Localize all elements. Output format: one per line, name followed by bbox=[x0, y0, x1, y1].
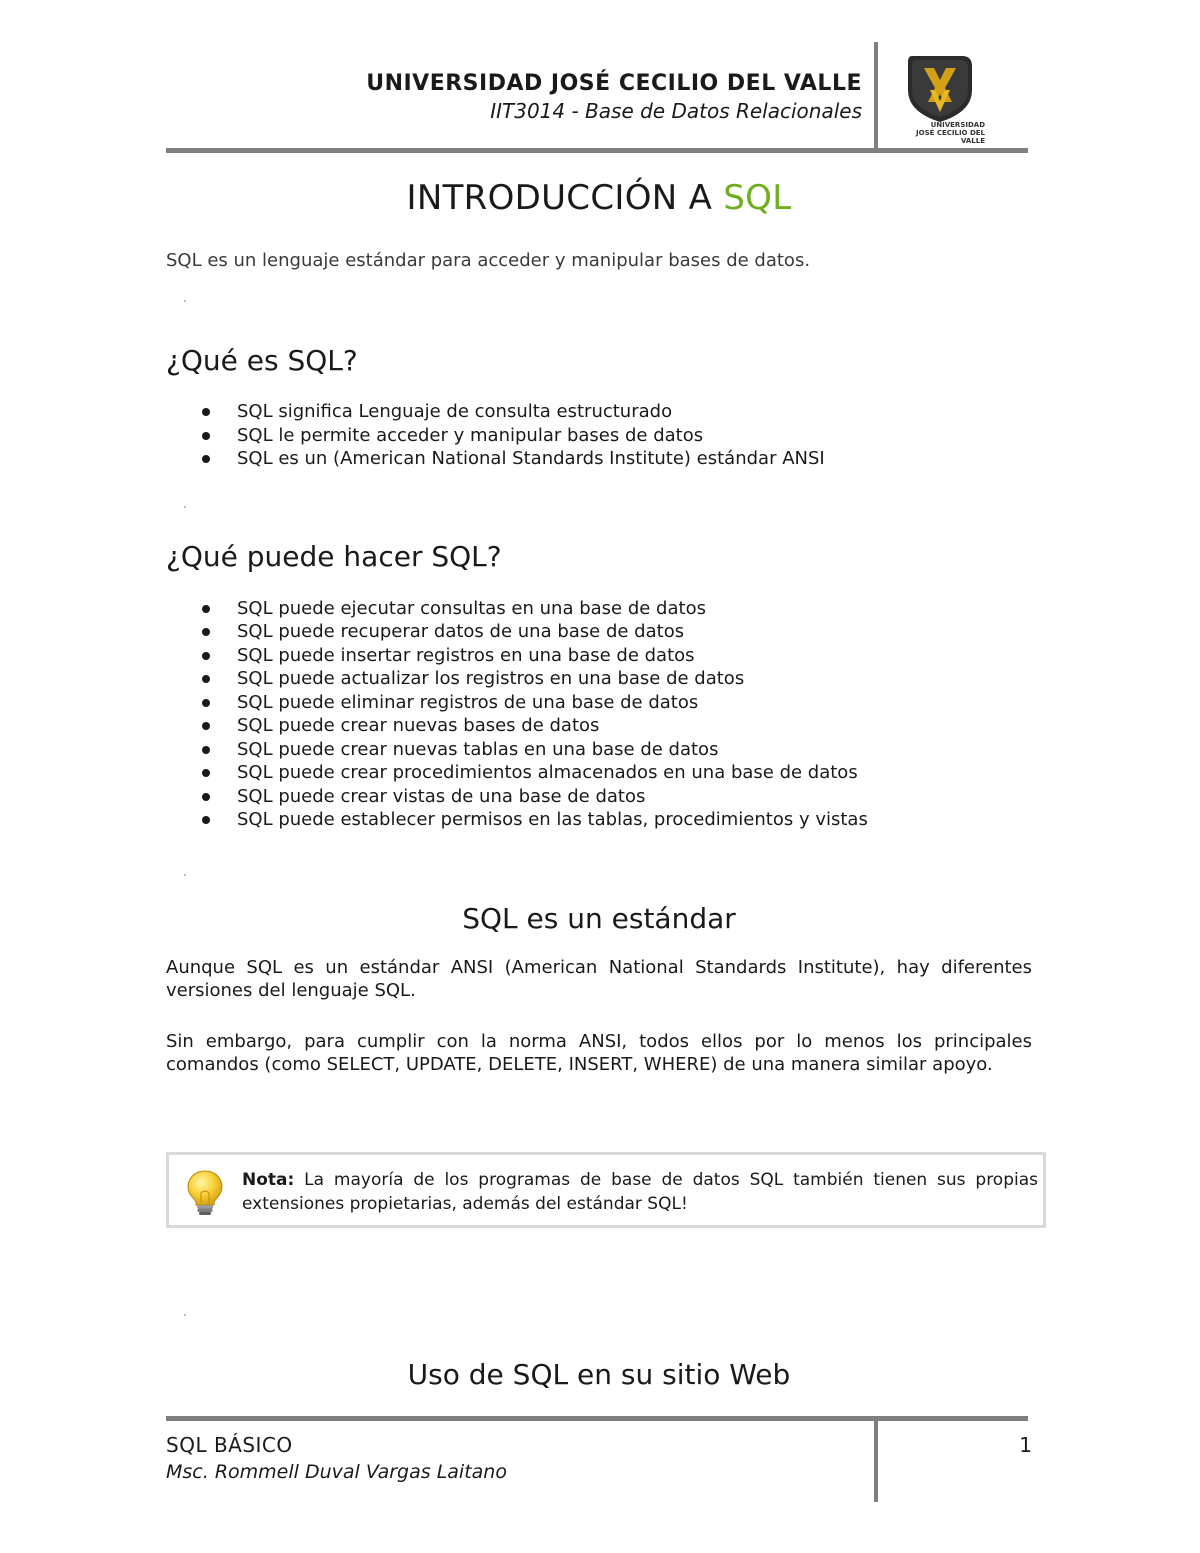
list-item-text: SQL puede ejecutar consultas en una base de datos bbox=[237, 597, 706, 619]
note-body: La mayoría de los programas de base de datos SQL también tienen sus propias extensiones propietarias, además del estándar SQL! bbox=[242, 1170, 1038, 1214]
footer-course-name: SQL BÁSICO bbox=[166, 1433, 293, 1457]
title-prefix: INTRODUCCIÓN A bbox=[406, 178, 724, 218]
bullet-icon bbox=[202, 652, 210, 660]
list-item bbox=[166, 785, 1032, 809]
intro-paragraph: SQL es un lenguaje estándar para acceder y manipular bases de datos. bbox=[166, 250, 811, 271]
note-callout bbox=[166, 1152, 1046, 1228]
section-heading-what-is-sql: ¿Qué es SQL? bbox=[166, 344, 358, 377]
what-is-sql-list bbox=[166, 400, 1032, 471]
page-header bbox=[166, 60, 862, 124]
logo-caption-line-1: UNIVERSIDAD bbox=[930, 121, 985, 129]
list-item bbox=[166, 714, 1032, 738]
standard-paragraph-2: Sin embargo, para cumplir con la norma ANSI, todos ellos por lo menos los principales comandos (como SELECT, UPDATE, DELETE, INSERT, WHERE) de una manera similar apoyo. bbox=[166, 1030, 1032, 1075]
paragraph-mark bbox=[184, 874, 186, 876]
list-item-text: SQL puede crear vistas de una base de datos bbox=[237, 785, 646, 807]
list-item-text: SQL puede establecer permisos en las tablas, procedimientos y vistas bbox=[237, 809, 868, 830]
bullet-icon bbox=[202, 628, 210, 636]
document-title bbox=[166, 170, 1032, 226]
list-item-text: SQL puede recuperar datos de una base de datos bbox=[237, 621, 685, 642]
list-item-text: SQL puede crear nuevas bases de datos bbox=[237, 715, 600, 736]
list-item-text: SQL puede insertar registros en una base de datos bbox=[237, 644, 695, 666]
bullet-icon bbox=[202, 746, 210, 754]
list-item bbox=[166, 761, 1032, 785]
section-heading-sql-on-website: Uso de SQL en su sitio Web bbox=[407, 1358, 791, 1391]
note-label: Nota: bbox=[242, 1170, 295, 1190]
bullet-icon bbox=[202, 408, 210, 416]
lightbulb-icon bbox=[185, 1169, 225, 1217]
logo-caption bbox=[890, 121, 985, 145]
list-item bbox=[166, 644, 1032, 668]
logo-caption-line-2: JOSÉ CECILIO DEL VALLE bbox=[916, 129, 985, 145]
bullet-icon bbox=[202, 816, 210, 824]
list-item-text: SQL significa Lenguaje de consulta estructurado bbox=[237, 401, 673, 422]
list-item bbox=[166, 447, 1032, 471]
footer-divider-horizontal bbox=[166, 1416, 1028, 1421]
header-divider-vertical bbox=[874, 42, 878, 150]
list-item bbox=[166, 667, 1032, 691]
footer-author: Msc. Rommell Duval Vargas Laitano bbox=[166, 1461, 507, 1483]
paragraph-mark bbox=[184, 1314, 186, 1316]
standard-paragraph-1: Aunque SQL es un estándar ANSI (American National Standards Institute), hay diferentes versiones del lenguaje SQL. bbox=[166, 956, 1032, 1001]
bullet-icon bbox=[202, 455, 210, 463]
page-number: 1 bbox=[1019, 1433, 1032, 1457]
list-item bbox=[166, 400, 1032, 424]
bullet-icon bbox=[202, 722, 210, 730]
list-item-text: SQL es un (American National Standards Institute) estándar ANSI bbox=[237, 448, 825, 469]
list-item-text: SQL puede eliminar registros de una base de datos bbox=[237, 691, 699, 713]
section-heading-what-can-sql-do: ¿Qué puede hacer SQL? bbox=[166, 539, 502, 573]
paragraph-mark bbox=[184, 506, 186, 508]
list-item-text: SQL puede crear procedimientos almacenados en una base de datos bbox=[237, 762, 858, 783]
header-divider-horizontal bbox=[166, 148, 1028, 153]
university-name: UNIVERSIDAD JOSÉ CECILIO DEL VALLE bbox=[366, 71, 862, 96]
list-item-text: SQL puede actualizar los registros en una base de datos bbox=[237, 668, 745, 689]
title-accent: SQL bbox=[723, 178, 792, 218]
bullet-icon bbox=[202, 769, 210, 777]
list-item bbox=[166, 808, 1032, 832]
list-item bbox=[166, 691, 1032, 715]
list-item bbox=[166, 597, 1032, 621]
list-item-text: SQL puede crear nuevas tablas en una base de datos bbox=[237, 738, 719, 760]
bullet-icon bbox=[202, 675, 210, 683]
bullet-icon bbox=[202, 793, 210, 801]
list-item bbox=[166, 620, 1032, 644]
paragraph-mark bbox=[184, 300, 186, 302]
bullet-icon bbox=[202, 699, 210, 707]
list-item-text: SQL le permite acceder y manipular bases de datos bbox=[237, 424, 704, 446]
document-body bbox=[166, 170, 1032, 1077]
bullet-icon bbox=[202, 432, 210, 440]
course-subtitle: IIT3014 - Base de Datos Relacionales bbox=[490, 99, 862, 123]
what-can-sql-do-list bbox=[166, 597, 1032, 832]
bullet-icon bbox=[202, 605, 210, 613]
footer-divider-vertical bbox=[874, 1416, 878, 1502]
note-text bbox=[242, 1169, 1038, 1216]
list-item bbox=[166, 424, 1032, 448]
list-item bbox=[166, 738, 1032, 762]
section-heading-sql-standard: SQL es un estándar bbox=[462, 901, 736, 935]
